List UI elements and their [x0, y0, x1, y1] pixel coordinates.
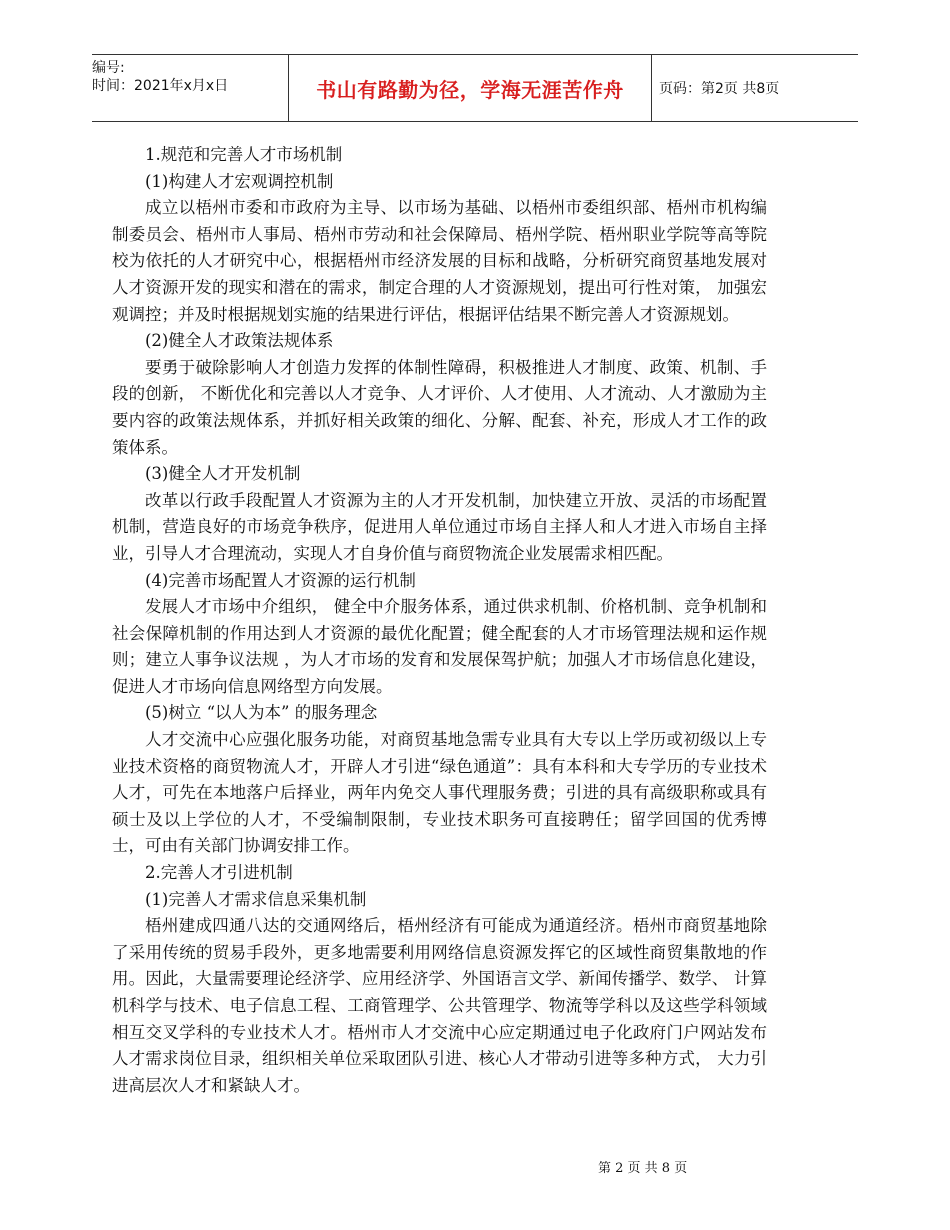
header-meta — [92, 55, 288, 125]
paragraph: 成立以梧州市委和市政府为主导、以市场为基础、以梧州市委组织部、梧州市机构编制委员会、梧州市人事局、梧州市劳动和社会保障局、梧州学院、梧州职业学院等高等院校为依托的人才研究中心，根据梧州市经济发展的目标和战略，分析研究商贸基地发展对人才资源开发的现实和潜在的需求，制定合理的人才资源规划，提出可行性对策， 加强宏观调控；并及时根据规划实施的结果进行评估，根据评估结果不断完善人才资源规划。 — [112, 198, 767, 324]
document-number-label: 编号: — [92, 60, 125, 76]
section-heading: 1.规范和完善人才市场机制 — [145, 145, 343, 164]
subsection-heading: (3)健全人才开发机制 — [145, 464, 301, 484]
header-motto: 书山有路勤为径，学海无涯苦作舟 — [288, 55, 652, 121]
paragraph: 要勇于破除影响人才创造力发挥的体制性障碍，积极推进人才制度、政策、机制、手段的创新， 不断优化和完善以人才竞争、人才评价、人才使用、人才流动、人才激励为主要内容的政策法规体系，并抓好相关政策的细化、分解、配套、补充，形成人才工作的政策体系。 — [112, 357, 767, 457]
paragraph: 改革以行政手段配置人才资源为主的人才开发机制，加快建立开放、灵活的市场配置机制，营造良好的市场竞争秩序，促进用人单位通过市场自主择人和人才进入市场自主择业，引导人才合理流动，实现人才自身价值与商贸物流企业发展需求相匹配。 — [112, 490, 767, 563]
subsection-heading: (5)树立 “以人为本” 的服务理念 — [145, 703, 378, 723]
subsection-heading: (1)构建人才宏观调控机制 — [145, 171, 334, 191]
subsection-heading: (2)健全人才政策法规体系 — [145, 331, 334, 351]
page-footer: 第 2 页 共 8 页 — [598, 1161, 688, 1176]
section-heading: 2.完善人才引进机制 — [145, 863, 293, 883]
document-time-label: 时间：2021年x月x日 — [92, 78, 229, 94]
document-body — [112, 142, 767, 1099]
page-header — [92, 54, 858, 122]
paragraph: 梧州建成四通八达的交通网络后，梧州经济有可能成为通道经济。梧州市商贸基地除了采用传统的贸易手段外，更多地需要利用网络信息资源发挥它的区域性商贸集散地的作用。因此，大量需要理论经济学、应用经济学、外国语言文学、新闻传播学、数学、 计算机科学与技术、电子信息工程、工商管理学、公共管理学、物流等学科以及这些学科领域相互交叉学科的专业技术人才。梧州市人才交流中心应定期通过电子化政府门户网站发布人才需求岗位目录，组织相关单位采取团队引进、核心人才带动引进等多种方式， 大力引进高层次人才和紧缺人才。 — [112, 916, 767, 1095]
subsection-heading: (4)完善市场配置人才资源的运行机制 — [145, 570, 416, 590]
paragraph: 发展人才市场中介组织， 健全中介服务体系，通过供求机制、价格机制、竞争机制和社会保障机制的作用达到人才资源的最优化配置；健全配套的人才市场管理法规和运作规则；建立人事争议法规 ，为人才市场的发育和发展保驾护航；加强人才市场信息化建设， 促进人才市场向信息网络型方向发展。 — [112, 597, 767, 696]
subsection-heading: (1)完善人才需求信息采集机制 — [145, 889, 367, 909]
paragraph: 人才交流中心应强化服务功能，对商贸基地急需专业具有大专以上学历或初级以上专业技术资格的商贸物流人才，开辟人才引进“绿色通道”：具有本科和大专学历的专业技术人才，可先在本地落户后择业，两年内免交人事代理服务费；引进的具有高级职称或具有硕士及以上学位的人才，不受编制限制，专业技术职务可直接聘任；留学回国的优秀博士，可由有关部门协调安排工作。 — [112, 730, 767, 856]
header-page-info: 页码：第2页 共8页 — [659, 81, 780, 97]
